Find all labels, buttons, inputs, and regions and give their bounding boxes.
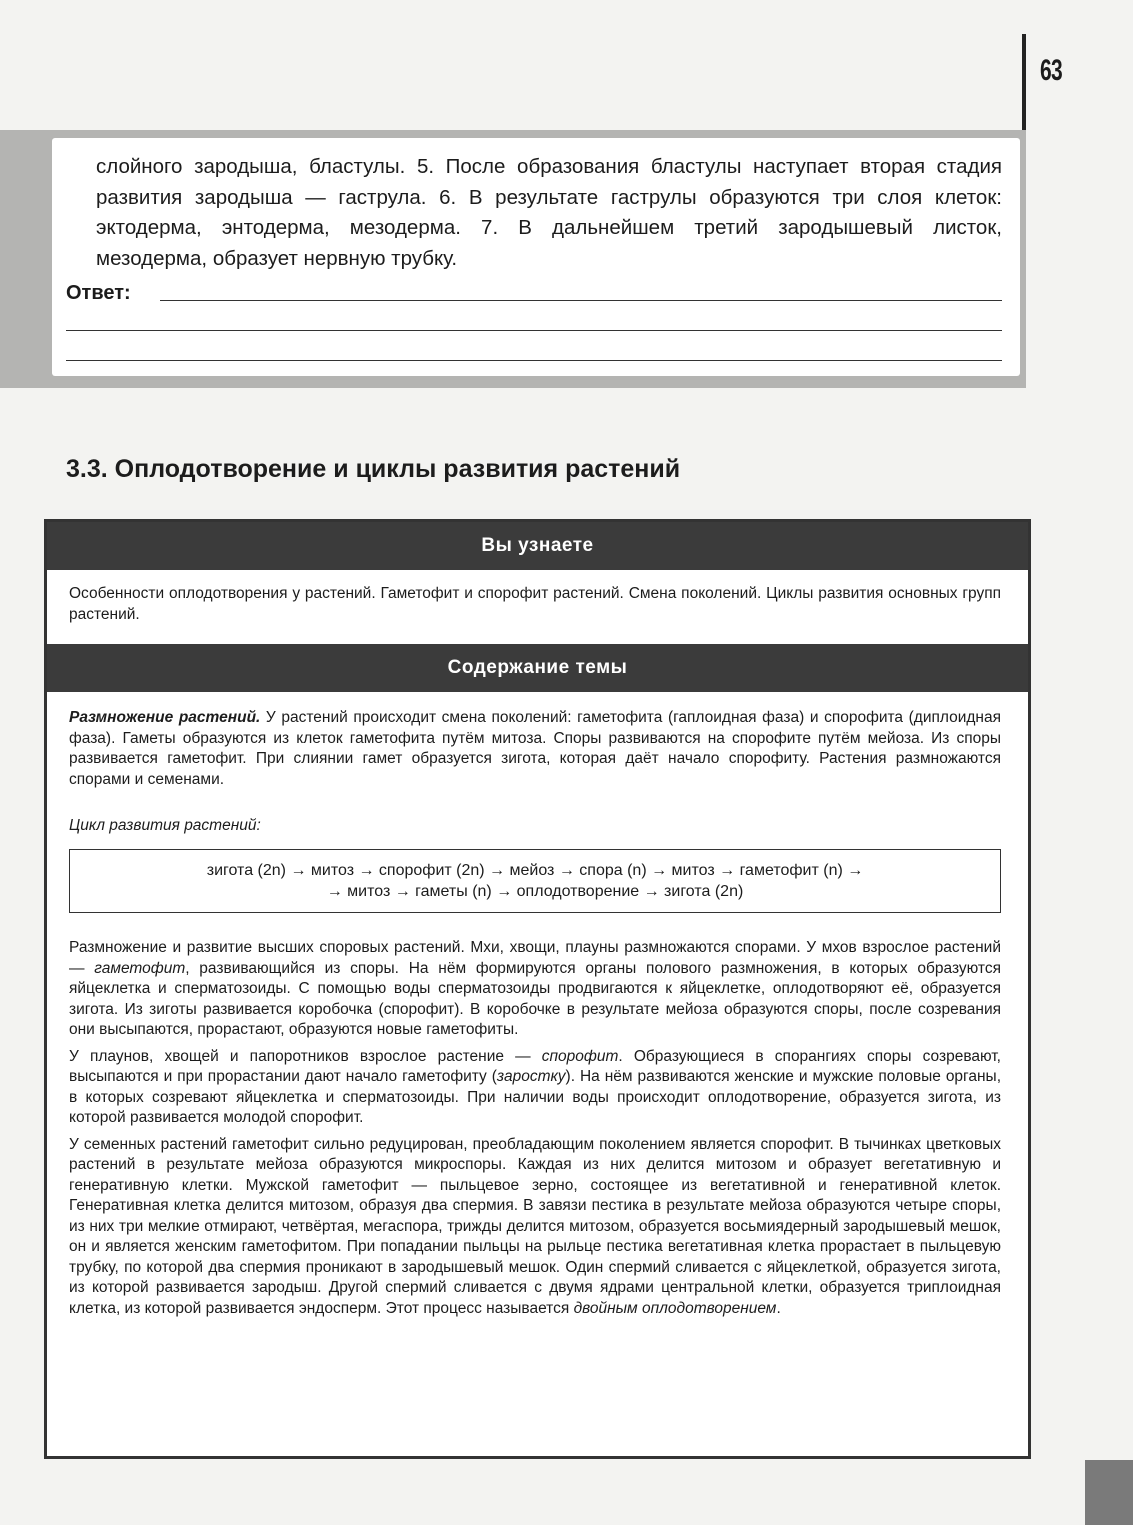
cycle-line-2: → митоз → гаметы (n) → оплодотворение → зигота (2n) bbox=[326, 883, 744, 900]
content-header: Содержание темы bbox=[47, 644, 1028, 692]
content-paragraph-1 bbox=[69, 708, 1001, 790]
page-corner-shade bbox=[1085, 1460, 1133, 1525]
p3-emphasis-2: заростку bbox=[496, 1068, 566, 1085]
p1-text: У растений происходит смена поколений: гаметофита (гаплоидная фаза) и спорофита (диплоидная фаза). Гаметы образуются из клеток гаметофита путём митоза. Споры развиваются на спорофите путём мейоза. Из споры развивается гаметофит. При слиянии гамет образуется зигота, которая даёт начало спорофиту. Растения размножаются спорами и семенами. bbox=[69, 709, 1001, 788]
learn-header: Вы узнаете bbox=[47, 522, 1028, 570]
cycle-box bbox=[69, 849, 1001, 913]
answer-line-1[interactable] bbox=[160, 300, 1002, 301]
answer-line-3[interactable] bbox=[66, 360, 1002, 361]
cycle-label: Цикл развития растений: bbox=[69, 817, 261, 834]
p3-text-a: У плаунов, хвощей и папоротников взрослое растение — bbox=[69, 1047, 542, 1065]
p3-emphasis: спорофит bbox=[541, 1047, 619, 1065]
p4-text-b: . bbox=[776, 1299, 781, 1317]
p4-emphasis: двойным оплодотворением bbox=[573, 1299, 777, 1317]
page-edge-rule bbox=[1022, 34, 1026, 136]
task-text: слойного зародыша, бластулы. 5. После образования бластулы наступает вторая стадия развития зародыша — гаструла. 6. В результате гаструлы образуются три слоя клеток: эктодерма, энтодерма, мезодерма. 7. В дальнейшем третий зародышевый листок, мезодерма, образует нервную трубку. bbox=[96, 155, 1002, 270]
cycle-line-1: зигота (2n) → митоз → спорофит (2n) → мейоз → спора (n) → митоз → гаметофит (n) → bbox=[206, 862, 864, 879]
p3-text-b: . Образующиеся в спорангиях споры созревают, высыпаются и при прорастании дают начало гаметофиту ( bbox=[69, 1047, 1001, 1085]
topic-frame bbox=[44, 519, 1031, 1459]
p4-text-a: У семенных растений гаметофит сильно редуцирован, преобладающим поколением является спорофит. В тычинках цветковых растений в результате мейоза образуются микроспоры. Каждая из них делится митозом и образует вегетативную и генеративную клетки. Мужской гаметофит — пыльцевое зерно, состоящее из вегетативной и генеративной клеток. Генеративная клетка делится митозом, образуя два спермия. В завязи пестика в результате мейоза образуются четыре споры, из них три мелкие отмирают, четвёртая, мегаспора, трижды делится митозом, образуется восьмиядерный зародышевый мешок, он и является женским гаметофитом. При попадании пыльцы на рыльце пестика вегетативная клетка прорастает в пыльцевую трубку, по которой два спермия проникают в зародышевый мешок. Один спермий сливается с яйцеклеткой, образуется зигота, из которой развивается зародыш. Другой спермий сливается с двумя ядрами центральной клетки, образуется триплоидная клетка, из которой развивается эндосперм. Этот процесс называется bbox=[69, 1135, 1001, 1317]
answer-label: Ответ: bbox=[66, 282, 131, 304]
section-title: 3.3. Оплодотворение и циклы развития растений bbox=[66, 455, 681, 483]
answer-line-2[interactable] bbox=[66, 330, 1002, 331]
p3-text-c: ). На нём развиваются женские и мужские половые органы, в которых созревают яйцеклетка и сперматозоиды. При наличии воды происходит оплодотворение, образуется зигота, из которой развивается молодой спорофит. bbox=[69, 1068, 1001, 1126]
p1-lead: Размножение растений. bbox=[69, 709, 261, 726]
p2-text-b: , развивающийся из споры. На нём формируются органы полового размножения, в которых образуются яйцеклетка и сперматозоиды. С помощью воды сперматозоиды продвигаются к яйцеклетке, оплодотворяют её, образуется зигота. Из зиготы развивается коробочка (спорофит). В коробочке в результате мейоза образуются споры, после созревания они высыпаются, прорастают, образуются новые гаметофиты. bbox=[69, 959, 1001, 1038]
content-paragraphs bbox=[69, 938, 1001, 1319]
paragraph-4 bbox=[69, 1135, 1001, 1320]
paragraph-2 bbox=[69, 938, 1001, 1041]
paragraph-3 bbox=[69, 1047, 1001, 1129]
learn-text: Особенности оплодотворения у растений. Гаметофит и спорофит растений. Смена поколений. Циклы развития основных групп растений. bbox=[69, 585, 1001, 623]
p2-emphasis: гаметофит bbox=[94, 959, 186, 977]
p2-text-a: Размножение и развитие высших споровых растений. Мхи, хвощи, плауны размножаются спорами. У мхов взрослое растений — bbox=[69, 939, 1001, 977]
page-number: 63 bbox=[1040, 54, 1062, 87]
